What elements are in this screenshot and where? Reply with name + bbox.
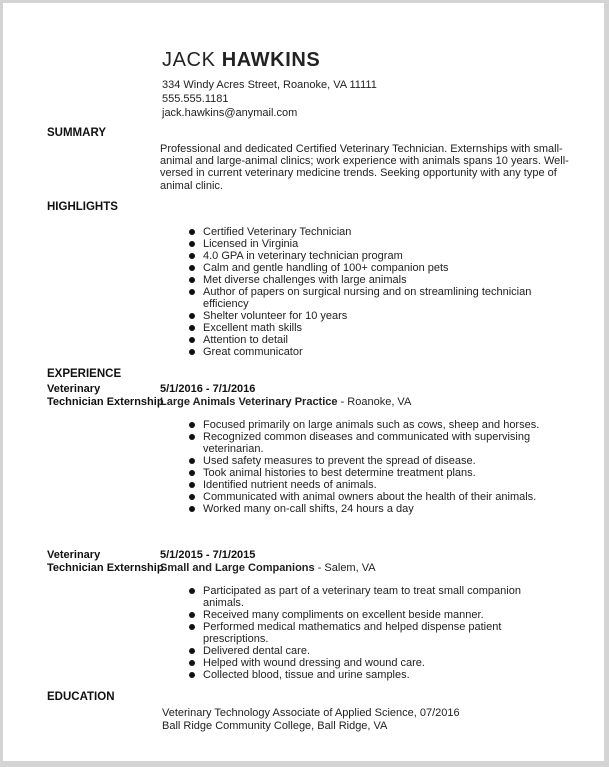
employer-name: Small and Large Companions: [160, 562, 315, 574]
summary-text: Professional and dedicated Certified Veterinary Technician. Externships with small-animal and large-animal clinics; work experience with animals spans 10 years. Well-versed in current veterinary medicine trends. Seeking opportunity with any type of animal clinic.: [160, 143, 569, 192]
email: jack.hawkins@anymail.com: [162, 107, 298, 119]
list-item: Received many compliments on excellent beside manner.: [187, 609, 542, 621]
list-item: Helped with wound dressing and wound care.: [187, 657, 542, 669]
job-title-line: Veterinary: [47, 549, 101, 561]
last-name: HAWKINS: [221, 49, 321, 71]
experience-heading: EXPERIENCE: [47, 368, 122, 380]
list-item: Collected blood, tissue and urine samples.: [187, 669, 542, 681]
first-name: JACK: [162, 49, 216, 71]
employer-location: - Roanoke, VA: [337, 396, 412, 408]
job-title-line: Technician Externship: [47, 562, 164, 574]
list-item: Delivered dental care.: [187, 645, 542, 657]
employer-location: - Salem, VA: [314, 562, 376, 574]
list-item: Performed medical mathematics and helped dispense patient prescriptions.: [187, 621, 542, 645]
job-bullets: [187, 419, 542, 515]
summary-heading: SUMMARY: [47, 127, 106, 139]
list-item: Licensed in Virginia: [187, 238, 572, 250]
list-item: Attention to detail: [187, 334, 572, 346]
list-item: Excellent math skills: [187, 322, 572, 334]
job-dates: 5/1/2015 - 7/1/2015: [160, 549, 256, 561]
list-item: Communicated with animal owners about the health of their animals.: [187, 491, 542, 503]
education-degree: Veterinary Technology Associate of Applied Science, 07/2016: [162, 707, 460, 719]
job-title: [47, 549, 164, 575]
list-item: Identified nutrient needs of animals.: [187, 479, 542, 491]
job-title: [47, 383, 164, 409]
job-dates: 5/1/2016 - 7/1/2016: [160, 383, 256, 395]
list-item: Certified Veterinary Technician: [187, 226, 572, 238]
job-employer: [160, 562, 376, 574]
highlights-list: [187, 226, 572, 358]
job-bullets: [187, 585, 542, 681]
list-item: Used safety measures to prevent the spread of disease.: [187, 455, 542, 467]
candidate-name: [162, 49, 320, 72]
employer-name: Large Animals Veterinary Practice: [160, 396, 338, 408]
list-item: Took animal histories to best determine treatment plans.: [187, 467, 542, 479]
job-employer: [160, 396, 411, 408]
list-item: Worked many on-call shifts, 24 hours a day: [187, 503, 542, 515]
education-school: Ball Ridge Community College, Ball Ridge, VA: [162, 720, 388, 732]
job-title-line: Veterinary: [47, 383, 101, 395]
list-item: Calm and gentle handling of 100+ companion pets: [187, 262, 572, 274]
education-heading: EDUCATION: [47, 691, 115, 703]
list-item: Met diverse challenges with large animals: [187, 274, 572, 286]
list-item: Focused primarily on large animals such as cows, sheep and horses.: [187, 419, 542, 431]
list-item: Recognized common diseases and communicated with supervising veterinarian.: [187, 431, 542, 455]
list-item: Author of papers on surgical nursing and on streamlining technician efficiency: [187, 286, 572, 310]
highlights-heading: HIGHLIGHTS: [47, 201, 118, 213]
job-title-line: Technician Externship: [47, 396, 164, 408]
resume-page: [3, 3, 604, 761]
list-item: Great communicator: [187, 346, 572, 358]
list-item: Participated as part of a veterinary team to treat small companion animals.: [187, 585, 542, 609]
list-item: 4.0 GPA in veterinary technician program: [187, 250, 572, 262]
address: 334 Windy Acres Street, Roanoke, VA 11111: [162, 79, 377, 91]
list-item: Shelter volunteer for 10 years: [187, 310, 572, 322]
phone: 555.555.1181: [162, 93, 229, 105]
